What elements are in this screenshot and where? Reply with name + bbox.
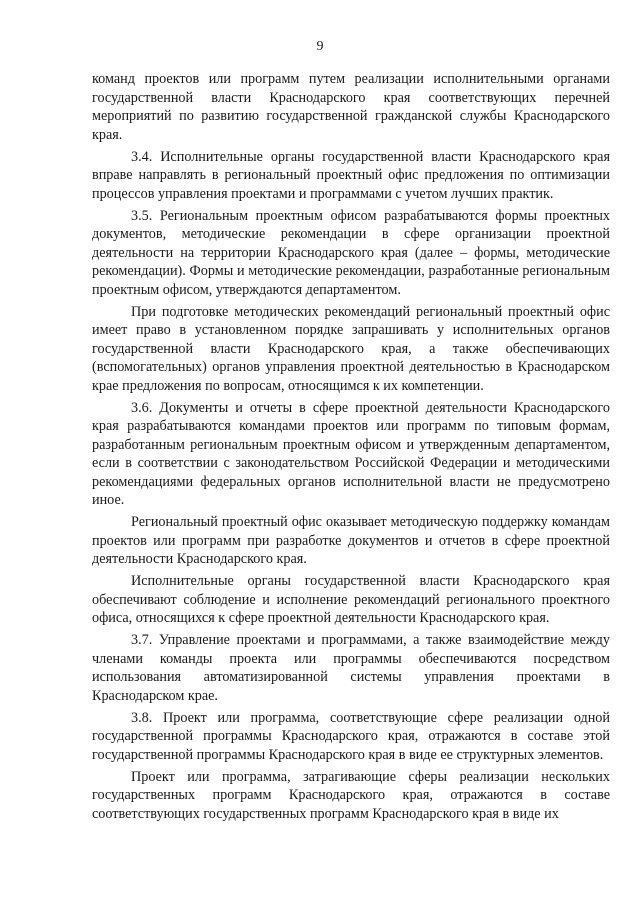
paragraph-method-support: Региональный проектный офис оказывает методическую поддержку командам проектов или программ при разработке документов и отчетов в сфере проектной деятельности Краснодарского края. (92, 514, 610, 567)
paragraph-compliance: Исполнительные органы государственной власти Краснодарского края обеспечивают соблюдение и исполнение рекомендаций регионального проектного офиса, относящихся к сфере проектной деятельности Краснодарского края. (92, 573, 610, 626)
paragraph-multiple-programs: Проект или программа, затрагивающие сферы реализации нескольких государственных программ Краснодарского края, отражаются в составе соответствующих государственных программ Краснодарского края в виде их (92, 768, 610, 822)
paragraph-3-6: 3.6. Документы и отчеты в сфере проектной деятельности Краснодарского края разрабатываются командами проектов или программ по типовым формам, разработанным региональным проектным офисом и утвержденным департаментом, если в соответствии с законодательством Российской Федерации и методическими рекомендациями федеральных органов исполнительной власти не предусмотрено иное. (92, 399, 610, 508)
paragraph-3-8: 3.8. Проект или программа, соответствующие сфере реализации одной государственной программы Краснодарского края, отражаются в составе этой государственной программы Краснодарского края в виде ее структурных элементов. (92, 709, 610, 763)
paragraph-continuation: команд проектов или программ путем реализации исполнительными органами государственной власти Краснодарского края соответствующих перечней мероприятий по развитию государственной гражданской службы Краснодарского края. (92, 71, 610, 143)
page-number: 9 (316, 39, 324, 54)
document-body (92, 70, 610, 827)
paragraph-3-7: 3.7. Управление проектами и программами, а также взаимодействие между членами команды проекта или программы обеспечиваются посредством использования автоматизированной системы управления проектами в Краснодарском крае. (92, 632, 610, 704)
paragraph-method-recommendations: При подготовке методических рекомендаций региональный проектный офис имеет право в установленном порядке запрашивать у исполнительных органов государственной власти Краснодарского края, а также обеспечивающих (вспомогательных) органов управления проектной деятельностью в Краснодарском крае предложения по вопросам, относящимся к их компетенции. (92, 303, 610, 394)
paragraph-3-4: 3.4. Исполнительные органы государственной власти Краснодарского края вправе направлять в региональный проектный офис предложения по оптимизации процессов управления проектами и программами с учетом лучших практик. (92, 148, 610, 202)
paragraph-3-5: 3.5. Региональным проектным офисом разрабатываются формы проектных документов, методические рекомендации в сфере организации проектной деятельности на территории Краснодарского края (далее – формы, методические рекомендации). Формы и методические рекомендации, разработанные региональным проектным офисом, утверждаются департаментом. (92, 207, 610, 298)
